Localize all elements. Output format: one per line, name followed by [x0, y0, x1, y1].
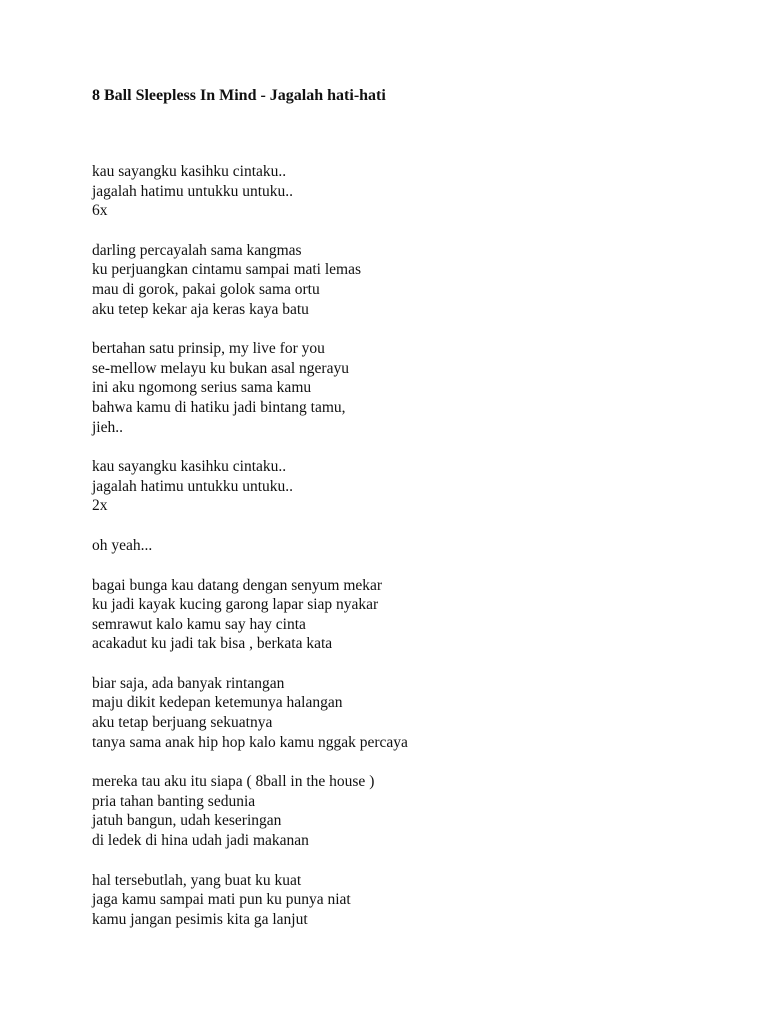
lyrics-line: kau sayangku kasihku cintaku..	[92, 163, 287, 180]
lyrics-line: 6x	[92, 202, 108, 220]
lyrics-stanza	[92, 536, 732, 556]
lyrics-line: aku tetap berjuang sekuatnya	[92, 714, 273, 732]
lyrics-line: jatuh bangun, udah keseringan	[92, 812, 282, 830]
lyrics-line: mau di gorok, pakai golok sama ortu	[92, 280, 320, 298]
lyrics-line: aku tetep kekar aja keras kaya batu	[92, 300, 309, 318]
lyrics-line: darling percayalah sama kangmas	[92, 241, 302, 259]
lyrics-line: 2x	[92, 497, 108, 515]
lyrics-line: jaga kamu sampai mati pun ku punya niat	[92, 891, 351, 909]
lyrics-line: semrawut kalo kamu say hay cinta	[92, 615, 306, 633]
lyrics-line: ku jadi kayak kucing garong lapar siap nyakar	[92, 596, 379, 614]
lyrics-line: kamu jangan pesimis kita ga lanjut	[92, 910, 308, 928]
lyrics-stanza	[92, 674, 732, 752]
lyrics-stanza	[92, 772, 732, 850]
lyrics-line: bagai bunga kau datang dengan senyum mekar	[92, 576, 383, 594]
lyrics-stanza	[92, 339, 732, 437]
lyrics-stanza	[92, 871, 732, 930]
lyrics-line: kau sayangku kasihku cintaku..	[92, 458, 287, 476]
lyrics-line: acakadut ku jadi tak bisa , berkata kata	[92, 635, 333, 653]
document-page	[92, 86, 732, 949]
lyrics-line: di ledek di hina udah jadi makanan	[92, 832, 309, 850]
lyrics-line: oh yeah...	[92, 536, 153, 554]
document-title: 8 Ball Sleepless In Mind - Jagalah hati-hati	[92, 87, 386, 104]
lyrics-line: ku perjuangkan cintamu sampai mati lemas	[92, 261, 362, 279]
lyrics-body	[92, 162, 732, 929]
lyrics-stanza	[92, 576, 732, 654]
lyrics-line: biar saja, ada banyak rintangan	[92, 674, 285, 692]
lyrics-line: se-mellow melayu ku bukan asal ngerayu	[92, 359, 349, 377]
lyrics-stanza	[92, 241, 732, 319]
lyrics-line: tanya sama anak hip hop kalo kamu nggak percaya	[92, 733, 408, 751]
lyrics-line: jagalah hatimu untukku untuku..	[92, 477, 294, 495]
lyrics-stanza	[92, 457, 732, 516]
lyrics-line: jieh..	[92, 418, 123, 436]
lyrics-line: maju dikit kedepan ketemunya halangan	[92, 694, 343, 712]
lyrics-line: pria tahan banting sedunia	[92, 792, 256, 810]
lyrics-line: jagalah hatimu untukku untuku..	[92, 182, 294, 200]
lyrics-line: hal tersebutlah, yang buat ku kuat	[92, 871, 302, 889]
lyrics-line: bertahan satu prinsip, my live for you	[92, 340, 325, 358]
lyrics-stanza	[92, 162, 732, 221]
lyrics-line: ini aku ngomong serius sama kamu	[92, 379, 312, 397]
lyrics-line: mereka tau aku itu siapa ( 8ball in the house )	[92, 773, 375, 791]
lyrics-line: bahwa kamu di hatiku jadi bintang tamu,	[92, 398, 346, 416]
